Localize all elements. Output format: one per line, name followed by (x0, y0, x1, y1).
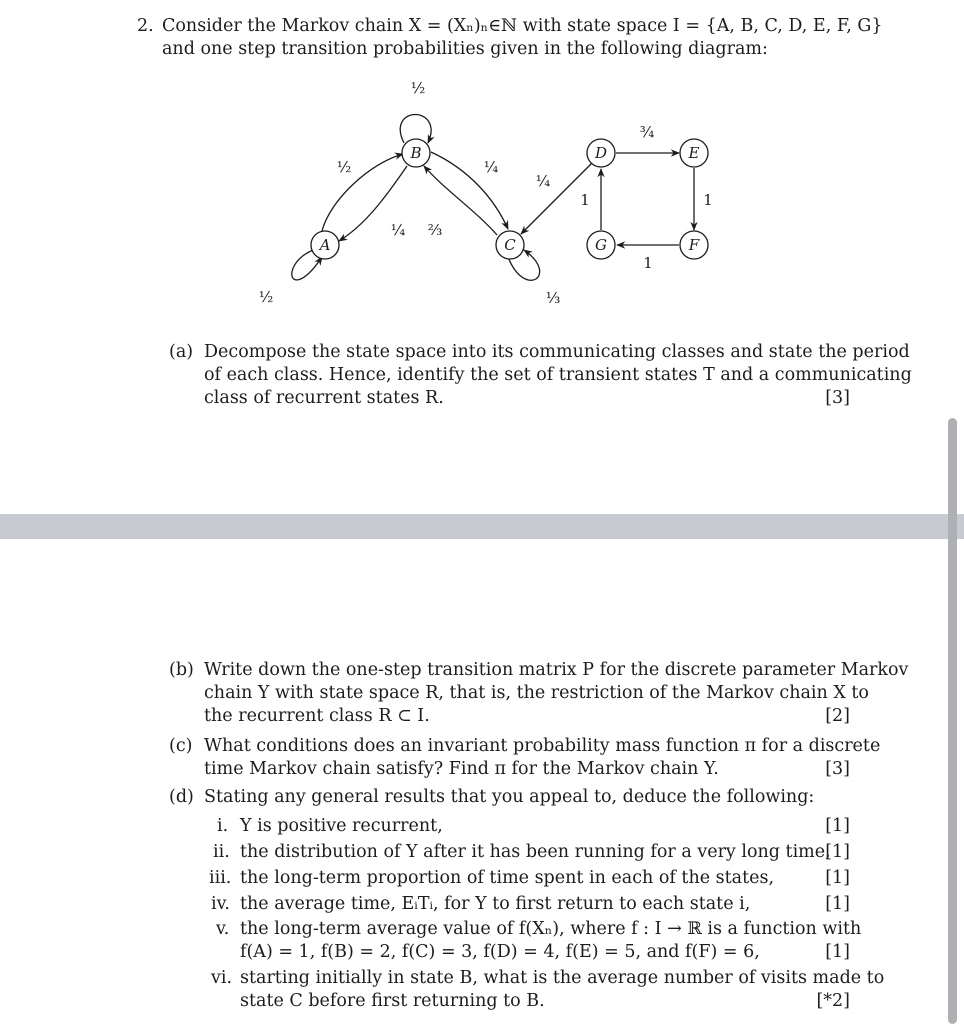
part-b-marks: [2] (825, 706, 850, 726)
part-d-item-marks: [1] (825, 816, 850, 836)
part-d-item-num: ii. (213, 842, 230, 862)
part-d-item-text: the long-term average value of f(Xₙ), where f : I → ℝ is a function with (240, 919, 862, 939)
part-a-line2: of each class. Hence, identify the set of transient states T and a communicating (204, 365, 912, 385)
markov-chain-diagram (0, 0, 964, 330)
part-d-item-marks: [1] (825, 842, 850, 862)
state-label-d: D (594, 144, 608, 162)
prob-b-loop: ½ (410, 79, 426, 97)
prob-a-to-b: ½ (336, 158, 352, 176)
part-d-item-text: the long-term proportion of time spent in each of the states, (240, 868, 775, 888)
prob-e-to-f: 1 (703, 191, 713, 209)
prob-d-to-e: ¾ (639, 123, 655, 141)
part-b-label: (b) (169, 660, 194, 680)
part-c-label: (c) (169, 736, 193, 756)
part-d-item-text: starting initially in state B, what is the average number of visits made to (240, 968, 885, 988)
part-a-line3: class of recurrent states R. (204, 388, 444, 408)
part-d-item-text: Y is positive recurrent, (240, 816, 443, 836)
part-d-item-marks: [1] (825, 894, 850, 914)
part-d-item-text: the distribution of Y after it has been running for a very long time, (240, 842, 831, 862)
state-label-f: F (688, 236, 700, 254)
part-d-item-marks: [1] (825, 868, 850, 888)
part-d-item-num: i. (217, 816, 229, 836)
part-c-line1: What conditions does an invariant probability mass function π for a discrete (204, 736, 881, 756)
state-label-e: E (688, 144, 700, 162)
prob-g-to-d: 1 (580, 191, 590, 209)
scrollbar[interactable] (948, 418, 957, 1024)
part-d-item-num: v. (216, 919, 230, 939)
part-d-intro: Stating any general results that you appeal to, deduce the following: (204, 787, 815, 807)
part-c-line2: time Markov chain satisfy? Find π for the Markov chain Y. (204, 759, 719, 779)
question-number: 2. (137, 16, 154, 36)
state-label-a: A (319, 236, 331, 254)
page-divider (0, 514, 964, 539)
prob-d-to-c: ¼ (535, 172, 551, 190)
part-a-marks: [3] (825, 388, 850, 408)
prob-a-loop: ½ (258, 288, 274, 306)
part-d-item-text: f(A) = 1, f(B) = 2, f(C) = 3, f(D) = 4, f(E) = 5, and f(F) = 6, (240, 942, 760, 962)
state-label-b: B (410, 144, 422, 162)
edge-a-to-b (322, 154, 403, 231)
part-c-marks: [3] (825, 759, 850, 779)
part-a-label: (a) (169, 342, 194, 362)
part-b-line3: the recurrent class R ⊂ I. (204, 706, 430, 726)
part-d-item-num: iv. (211, 894, 230, 914)
part-b-line2: chain Y with state space R, that is, the restriction of the Markov chain X to (204, 683, 869, 703)
part-d-item-marks: [*2] (816, 991, 850, 1011)
question-intro-line1: Consider the Markov chain X = (Xₙ)ₙ∈ℕ with state space I = {A, B, C, D, E, F, G} (162, 16, 883, 36)
state-label-c: C (504, 236, 516, 254)
part-d-item-num: vi. (211, 968, 233, 988)
part-d-item-marks: [1] (825, 942, 850, 962)
part-d-item-num: iii. (209, 868, 232, 888)
part-d-label: (d) (169, 787, 194, 807)
prob-b-to-c: ¼ (483, 158, 499, 176)
prob-b-to-a: ¼ (390, 221, 406, 239)
prob-f-to-g: 1 (643, 254, 653, 272)
prob-c-to-b: ⅔ (427, 221, 443, 239)
part-d-item-text: the average time, EᵢTᵢ, for Y to first return to each state i, (240, 894, 751, 914)
state-label-g: G (595, 236, 607, 254)
prob-c-loop: ⅓ (545, 289, 561, 307)
part-b-line1: Write down the one-step transition matrix P for the discrete parameter Markov (204, 660, 909, 680)
part-a-line1: Decompose the state space into its communicating classes and state the period (204, 342, 910, 362)
question-intro-line2: and one step transition probabilities given in the following diagram: (162, 39, 768, 59)
part-d-item-text: state C before first returning to B. (240, 991, 545, 1011)
